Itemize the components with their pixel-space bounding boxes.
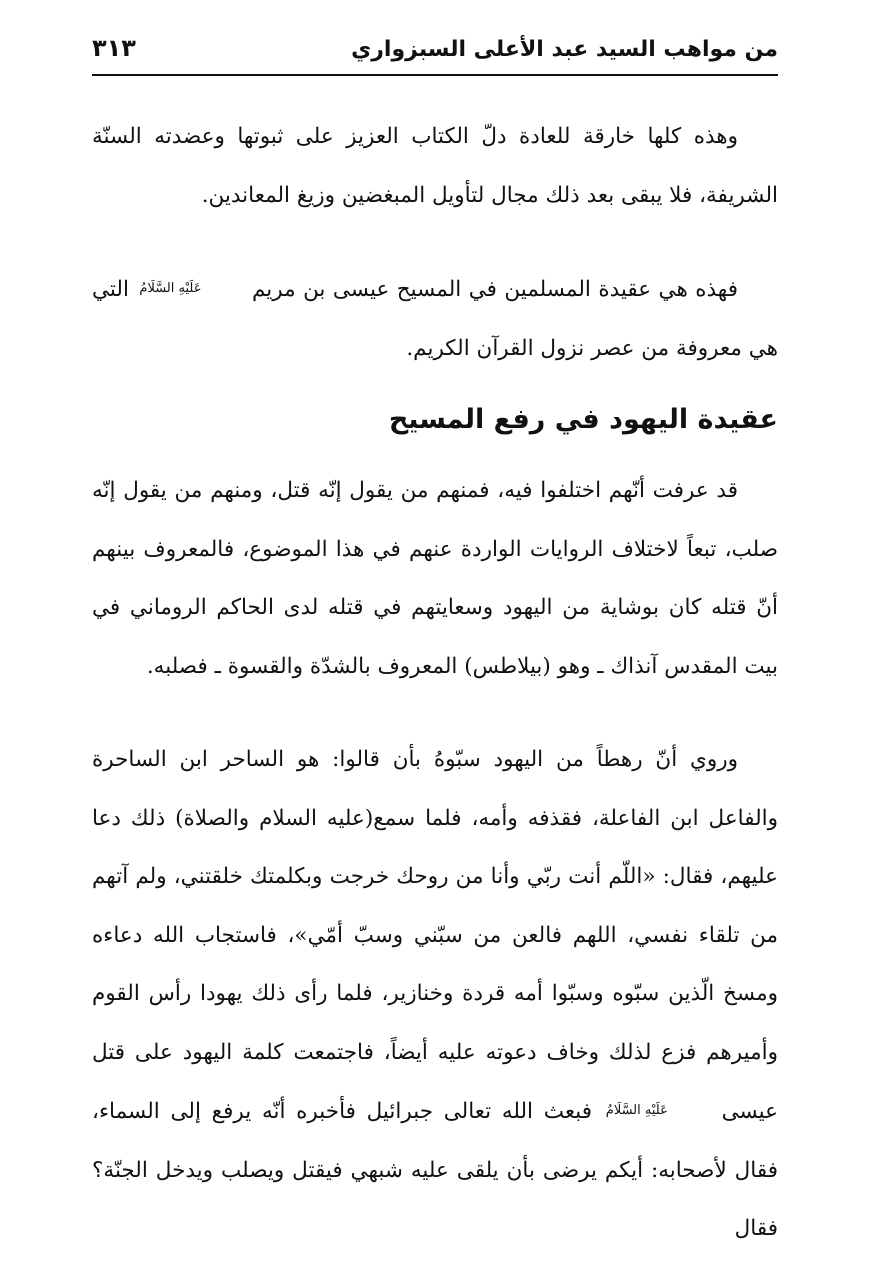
running-header: [92, 30, 778, 76]
paragraph-4-text-end: فبعث الله تعالى جبرائيل فأخبره أنّه يرفع إلى السماء، فقال لأصحابه: أيكم يرضى بأن يلقى عليه شبهي فيقتل ويصلب ويدخل الجنّة؟ فقال: [92, 1099, 778, 1241]
honorific-symbol: عَلَيْهِ السَّلَامُ: [139, 281, 202, 296]
body-text: [92, 108, 778, 1259]
paragraph-2-text-end: التي هي معروفة من عصر نزول القرآن الكريم.: [92, 277, 778, 361]
paragraph-4: [92, 731, 778, 1259]
paragraph-2-text-start: فهذه هي عقيدة المسلمين في المسيح عيسى بن مريم: [251, 277, 738, 302]
paragraph-3: قد عرفت أنّهم اختلفوا فيه، فمنهم من يقول إنّه قتل، ومنهم من يقول إنّه صلب، تبعاً لاختلاف الروايات الواردة عنهم في هذا الموضوع، فالمعروف بينهم أنّ قتله كان بوشاية من اليهود وسعايتهم في قتله لدى الحاكم الروماني في بيت المقدس آنذاك ـ وهو (بيلاطس) المعروف بالشدّة والقسوة ـ فصلبه.: [92, 478, 778, 679]
paragraph-2: [92, 260, 778, 378]
paragraph-gap: [92, 225, 778, 260]
honorific-symbol: عَلَيْهِ السَّلَامُ: [605, 1103, 668, 1118]
section-heading: عقيدة اليهود في رفع المسيح: [388, 404, 778, 435]
paragraph-gap: [92, 696, 778, 731]
page-number: ٣١٣: [92, 34, 136, 62]
paragraph-1: وهذه كلها خارقة للعادة دلّ الكتاب العزيز على ثبوتها وعضدته السنّة الشريفة، فلا يبقى بعد ذلك مجال لتأويل المبغضين وزيغ المعاندين.: [92, 124, 778, 208]
running-title: من مواهب السيد عبد الأعلى السبزواري: [351, 37, 778, 62]
paragraph-4-text-start: وروي أنّ رهطاً من اليهود سبّوهُ بأن قالوا: هو الساحر ابن الساحرة والفاعل ابن الفاعلة، فقذفه وأمه، فلما سمع(عليه السلام والصلاة) ذلك دعا عليهم، فقال: «اللّم أنت ربّي وأنا من روحك خرجت وبكلمتك خلقتني، ولم آتهم من تلقاء نفسي، اللهم فالعن من سبّني وسبّ أمّي»، فاستجاب الله دعاءه ومسخ الّذين سبّوه وسبّوا أمه قردة وخنازير، فلما رأى ذلك يهودا رأس القوم وأميرهم فزع لذلك وخاف دعوته عليه أيضاً، فاجتمعت كلمة اليهود على قتل عيسى: [92, 747, 778, 1124]
